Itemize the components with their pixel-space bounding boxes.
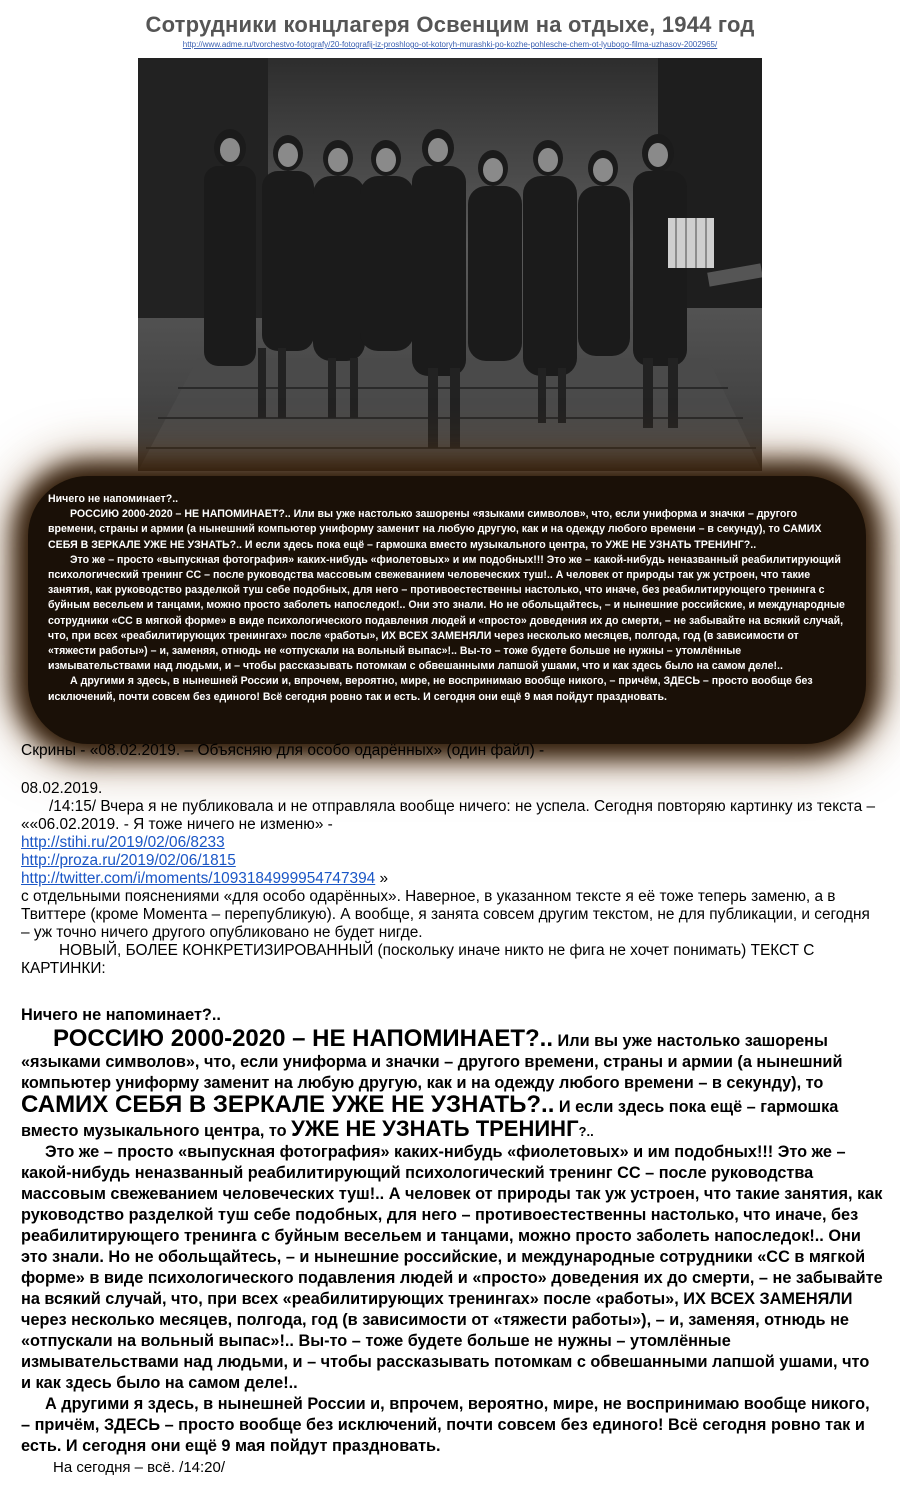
photo-illustration	[138, 58, 762, 471]
dark-box-paragraph-3: А другими я здесь, в нынешней России и, впрочем, вероятно, мире, не воспринимаю вообще никого, – причём, ЗДЕСЬ – просто вообще без исключений, почти совсем без единого! Всё сегодня ровно так и есть. И сегодня они ещё 9 мая пойдут праздновать.	[48, 675, 813, 703]
big-headline-training: УЖЕ НЕ УЗНАТЬ ТРЕНИНГ	[291, 1116, 579, 1141]
screens-line: Скрины - «08.02.2019. – Объясняю для особо одарённых» (один файл) -	[21, 742, 545, 759]
dark-box-paragraph-1: РОССИЮ 2000-2020 – НЕ НАПОМИНАЕТ?.. Или вы уже настолько зашорены «языками символов», что, если униформа и значки – другого времени, страны и армии (а нынешний компьютер униформу заменит на любую другую, как и на одежду любого времени – в секунду), то САМИХ СЕБЯ В ЗЕРКАЛЕ УЖЕ НЕ УЗНАТЬ?.. И если здесь пока ещё – гармошка вместо музыкального центра, то УЖЕ НЕ УЗНАТЬ ТРЕНИНГ?..	[48, 508, 822, 551]
bold-run-3: ?..	[578, 1124, 594, 1139]
link-proza[interactable]: http://proza.ru/2019/02/06/1815	[21, 852, 236, 869]
big-headline-russia: РОССИЮ 2000-2020 – НЕ НАПОМИНАЕТ?..	[53, 1025, 553, 1052]
link-stihi[interactable]: http://stihi.ru/2019/02/06/8233	[21, 834, 225, 851]
accordion-shape	[668, 218, 714, 268]
link-tail: »	[375, 870, 389, 887]
post-date: 08.02.2019.	[21, 780, 103, 797]
big-headline-mirror: САМИХ СЕБЯ В ЗЕРКАЛЕ УЖЕ НЕ УЗНАТЬ?..	[21, 1091, 555, 1118]
photo-title: Сотрудники концлагеря Освенцим на отдыхе, 1944 год	[145, 12, 755, 37]
bold-question: Ничего не напоминает?..	[21, 1006, 221, 1024]
photo-url[interactable]: http://www.adme.ru/tvorchestvo-fotografy/20-fotografij-iz-proshlogo-ot-kotoryh-murashki-po-kozhe-pohlesche-chem-ot-lyubogo-filma-uzhasov-2002965/	[182, 40, 718, 49]
dark-box-paragraph-2: Это же – просто «выпускная фотография» каких-нибудь «фиолетовых» и им подобных!!! Это же – какой-нибудь неназванный реабилитирующий психологический тренинг СС – после руководства массовым свежеванием человеческих туш!.. А человек от природы так уж устроен, что такие занятия, как руководство разделкой туш себе подобных, для него – противоестественны настолько, что иначе, без реабилитирующего тренинга с буйным весельем и танцами, можно просто заболеть напоследок!.. Они это знали. Но не обольщайтесь, – и нынешние российские, и международные сотрудники «СС в мягкой форме» в виде психологического подавления людей и «просто» доведения их до смерти, – не забывайте на всякий случай, что, при всех «реабилитирующих тренингах» после «работы», ИХ ВСЕХ ЗАМЕНЯЛИ через несколько месяцев, полгода, год (в зависимости от «тяжести работы») – и, заменяя, отнюдь не «отпускали на вольный выпас»!.. Вы-то – тоже будете больше не нужны – утомлённые измывательствами над людьми, и – чтобы рассказывать потомкам с обвешанными лапшой ушами, что и как здесь было на самом деле!..	[48, 553, 845, 673]
bold-run-1: Или вы уже настолько зашорены «языками символов», что, если униформа и значки – другого времени, страны и армии (а нынешний компьютер униформу заменит на любую другую, как и на одежду любого времени – в секунду), то	[21, 1032, 843, 1092]
intro-paragraph: /14:15/ Вчера я не публиковала и не отправляла вообще ничего: не успела. Сегодня повторяю картинку из текста – ««06.02.2019. - Я тоже ничего не изменю» -	[21, 798, 876, 833]
footer-line: На сегодня – всё. /14:20/	[53, 1459, 226, 1476]
bold-paragraph-3: А другими я здесь, в нынешней России и, впрочем, вероятно, мире, не воспринимаю вообще никого, – причём, ЗДЕСЬ – просто вообще без исключений, почти совсем без единого! Всё сегодня ровно так и есть. И сегодня они ещё 9 мая пойдут праздновать.	[21, 1395, 870, 1455]
body-text	[21, 780, 881, 978]
photo-block	[138, 8, 762, 471]
dark-box-heading: Ничего не напоминает?..	[48, 493, 179, 505]
bold-run-2: И если здесь пока ещё – гармошка вместо музыкального центра, то	[21, 1098, 839, 1140]
bold-paragraph-1	[21, 1025, 883, 1142]
explanation-paragraph: с отдельными пояснениями «для особо одарённых». Наверное, в указанном тексте я её тоже теперь заменю, а в Твиттере (кроме Момента – перепубликую). А вообще, я занята совсем другим текстом, не для публикации, и сегодня – уж точно ничего другого опубликовано не будет нигде.	[21, 888, 870, 941]
bold-text-section	[21, 1005, 883, 1457]
bold-paragraph-2: Это же – просто «выпускная фотография» каких-нибудь «фиолетовых» и им подобных!!! Это же – какой-нибудь неназванный реабилитирующий психологический тренинг СС – после руководства массовым свежеванием человеческих туш!.. А человек от природы так уж устроен, что такие занятия, как руководство разделкой туш себе подобных, для него – противоестественны настолько, что иначе, без реабилитирующего тренинга с буйным весельем и танцами, можно просто заболеть напоследок!.. Они это знали. Но не обольщайтесь, – и нынешние российские, и международные сотрудники «СС в мягкой форме» в виде психологического подавления людей и «просто» доведения их до смерти, – не забывайте на всякий случай, что, при всех «реабилитирующих тренингах» после «работы», ИХ ВСЕХ ЗАМЕНЯЛИ через несколько месяцев, полгода, год (в зависимости от «тяжести работы»), – и, заменяя, отнюдь не «отпускали на вольный выпас»!.. Вы-то – тоже будете больше не нужны – утомлённые измывательствами над людьми, и – чтобы рассказывать потомкам с обвешанными лапшой ушами, что и как здесь было на самом деле!..	[21, 1143, 883, 1392]
dark-caption-box	[42, 484, 852, 734]
new-text-heading: НОВЫЙ, БОЛЕЕ КОНКРЕТИЗИРОВАННЫЙ (поскольку иначе никто не фига не хочет понимать) ТЕКСТ С КАРТИНКИ:	[21, 942, 815, 977]
historical-photo	[138, 58, 762, 471]
link-twitter[interactable]: http://twitter.com/i/moments/1093184999954747394	[21, 870, 376, 887]
